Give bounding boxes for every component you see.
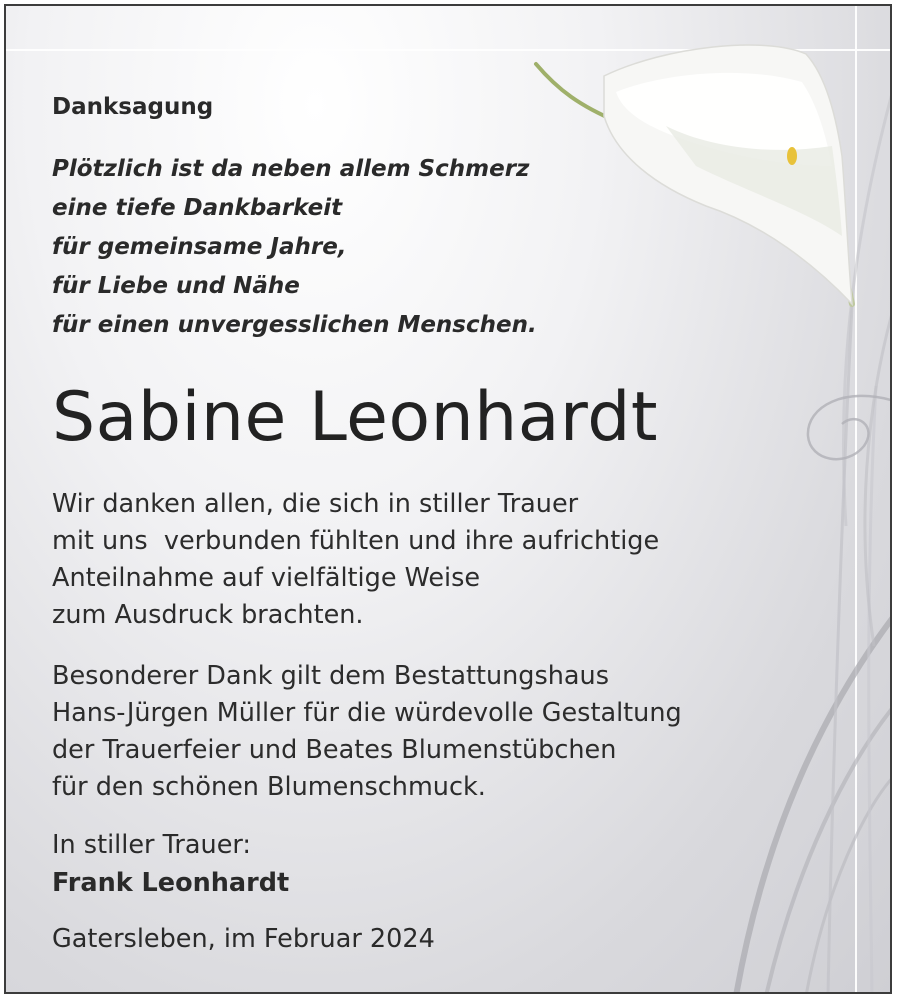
signature-name: Frank Leonhardt [52, 868, 290, 898]
place-date: Gatersleben, im Februar 2024 [52, 924, 435, 954]
signature-label: In stiller Trauer: [52, 830, 252, 860]
grass-stroke [865, 306, 892, 646]
paragraph-line: Hans-Jürgen Müller für die würdevolle Gestaltung [52, 698, 682, 728]
obituary-card [4, 4, 892, 994]
paragraph-line: Besonderer Dank gilt dem Bestattungshaus [52, 661, 610, 691]
verse-line: für einen unvergesslichen Menschen. [52, 312, 537, 338]
grass-stroke [869, 386, 876, 994]
special-thanks-paragraph [52, 658, 682, 806]
paragraph-line: zum Ausdruck brachten. [52, 600, 364, 630]
calla-lily-icon [536, 45, 852, 304]
paragraph-line: der Trauerfeier und Beates Blumenstübchen [52, 735, 617, 765]
verse-line: eine tiefe Dankbarkeit [52, 195, 343, 221]
heading: Danksagung [52, 94, 214, 120]
grass-stroke [806, 776, 892, 994]
paragraph-line: Anteilnahme auf vielfältige Weise [52, 563, 481, 593]
verse-line: Plötzlich ist da neben allem Schmerz [52, 156, 530, 182]
thanks-paragraph [52, 486, 659, 634]
paragraph-line: für den schönen Blumenschmuck. [52, 772, 486, 802]
verse-line: für gemeinsame Jahre, [52, 234, 347, 260]
verse-line: für Liebe und Nähe [52, 273, 300, 299]
grass-stroke [828, 306, 852, 994]
spiral-curl [808, 396, 892, 459]
verse [52, 150, 537, 345]
deceased-name: Sabine Leonhardt [52, 378, 659, 457]
paragraph-line: Wir danken allen, die sich in stiller Trauer [52, 489, 579, 519]
paragraph-line: mit uns verbunden fühlten und ihre aufrichtige [52, 526, 660, 556]
